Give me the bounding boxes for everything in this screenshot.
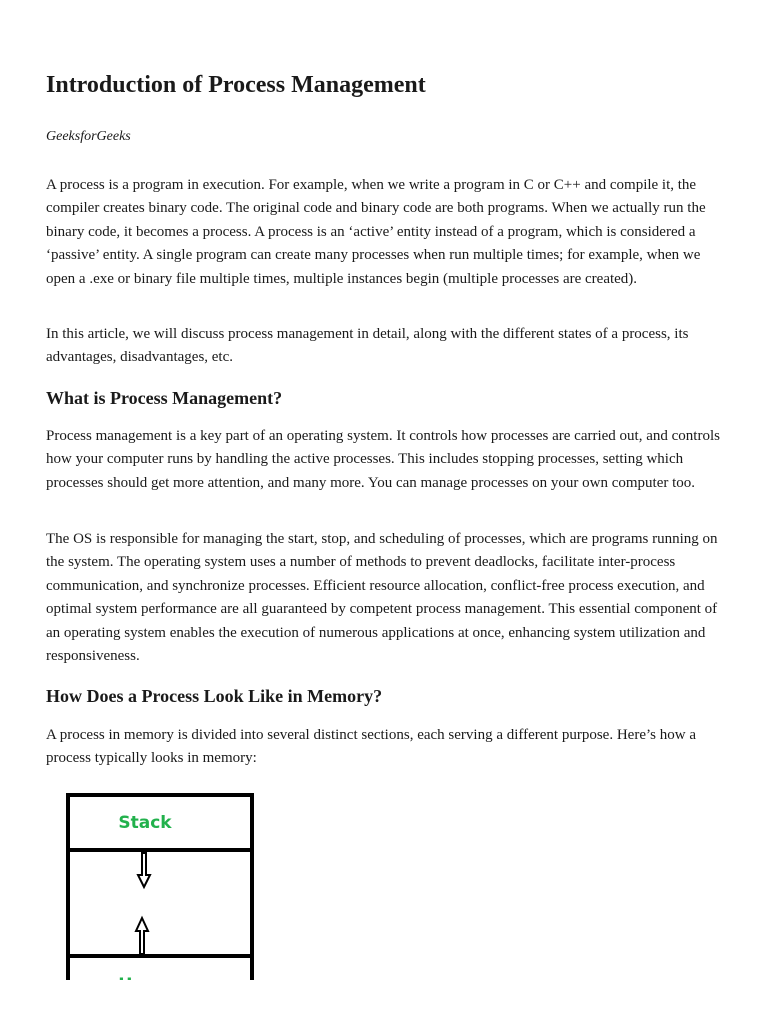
section-1-paragraph-2: The OS is responsible for managing the start, stop, and scheduling of processes, which are programs running on the system. The operating system uses a number of methods to prevent deadlocks, facilitate inter-process communication, and synchronize processes. Efficient resource allocation, conflict-free process execution, and optimal system performance are all guaranteed by competent process management. This essential component of an operating system enables the execution of numerous applications at once, enhancing system utilization and responsiveness. bbox=[46, 531, 718, 665]
page-title: Introduction of Process Management bbox=[46, 72, 426, 98]
section-heading-process-management: What is Process Management? bbox=[46, 388, 283, 408]
stack-label: Stack bbox=[118, 813, 172, 833]
page-bottom-margin bbox=[0, 980, 768, 1024]
article-source: GeeksforGeeks bbox=[46, 129, 131, 144]
process-memory-diagram bbox=[66, 792, 256, 980]
section-heading-process-memory: How Does a Process Look Like in Memory? bbox=[46, 686, 383, 706]
up-arrow-icon bbox=[136, 918, 148, 954]
down-arrow-icon bbox=[138, 853, 150, 887]
intro-paragraph-2: In this article, we will discuss process management in detail, along with the different states of a process, its advantages, disadvantages, etc. bbox=[46, 326, 689, 366]
section-1-paragraph-1: Process management is a key part of an operating system. It controls how processes are carried out, and controls how your computer runs by handling the active processes. This includes stopping processes, setting which processes should get more attention, and many more. You can manage processes on your own computer too. bbox=[46, 428, 720, 491]
section-2-paragraph-1: A process in memory is divided into several distinct sections, each serving a different purpose. Here’s how a process typically looks in memory: bbox=[46, 727, 696, 767]
intro-paragraph-1: A process is a program in execution. For example, when we write a program in C or C++ and compile it, the compiler creates binary code. The original code and binary code are both programs. When we actually run the binary code, it becomes a process. A process is an ‘active’ entity instead of a program, which is considered a ‘passive’ entity. A single program can create many processes when run multiple times; for example, when we open a .exe or binary file multiple times, multiple instances begin (multiple processes are created). bbox=[46, 177, 706, 287]
